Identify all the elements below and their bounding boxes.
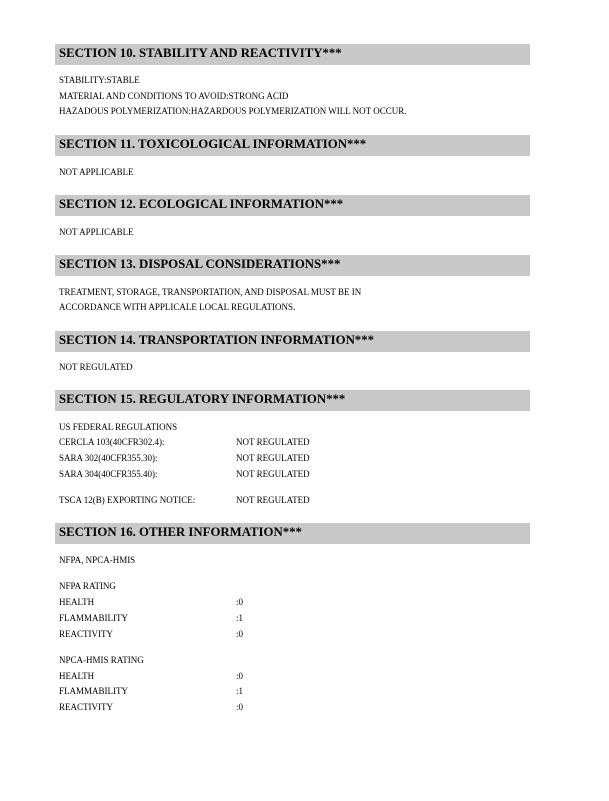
section-10-title: SECTION 10. STABILITY AND REACTIVITY*** (59, 46, 342, 60)
section-15-header (55, 390, 530, 411)
section-14-title: SECTION 14. TRANSPORTATION INFORMATION*** (59, 333, 375, 347)
regulation-value: NOT REGULATED (236, 469, 310, 479)
rating-label: HEALTH (59, 671, 95, 681)
rating-value: :0 (236, 629, 244, 639)
regulation-label: TSCA 12(B) EXPORTING NOTICE: (59, 495, 196, 505)
rating-value: :1 (236, 613, 244, 623)
rating-label: FLAMMABILITY (59, 613, 128, 623)
rating-label: REACTIVITY (59, 629, 113, 639)
regulation-value: NOT REGULATED (236, 495, 310, 505)
regulation-label: SARA 304(40CFR355.40): (59, 469, 158, 479)
section-12-title: SECTION 12. ECOLOGICAL INFORMATION*** (59, 197, 344, 211)
section-13-header (55, 255, 530, 276)
stability-line: STABILITY:STABLE (59, 75, 140, 85)
rating-label: FLAMMABILITY (59, 686, 128, 696)
regulation-value: NOT REGULATED (236, 453, 310, 463)
rating-value: :0 (236, 597, 244, 607)
rating-value: :0 (236, 702, 244, 712)
section-16-header (55, 523, 530, 544)
disposal-line-2: ACCORDANCE WITH APPLICALE LOCAL REGULATIONS. (59, 302, 296, 312)
disposal-line-1: TREATMENT, STORAGE, TRANSPORTATION, AND DISPOSAL MUST BE IN (59, 287, 362, 297)
rating-label: HEALTH (59, 597, 95, 607)
section-14-header (55, 331, 530, 352)
transportation-text: NOT REGULATED (59, 362, 133, 372)
us-federal-regulations-heading: US FEDERAL REGULATIONS (59, 422, 178, 432)
regulation-label: SARA 302(40CFR355.30): (59, 453, 158, 463)
rating-systems-intro: NFPA, NPCA-HMIS (59, 555, 136, 565)
toxicological-text: NOT APPLICABLE (59, 167, 134, 177)
section-11-title: SECTION 11. TOXICOLOGICAL INFORMATION*** (59, 137, 367, 151)
section-12-header (55, 195, 530, 216)
section-16-title: SECTION 16. OTHER INFORMATION*** (59, 525, 302, 539)
conditions-to-avoid-line: MATERIAL AND CONDITIONS TO AVOID:STRONG ACID (59, 91, 289, 101)
nfpa-rating-heading: NFPA RATING (59, 581, 116, 591)
regulation-label: CERCLA 103(40CFR302.4): (59, 437, 165, 447)
ecological-text: NOT APPLICABLE (59, 227, 134, 237)
rating-value: :0 (236, 671, 244, 681)
rating-value: :1 (236, 686, 244, 696)
section-15-title: SECTION 15. REGULATORY INFORMATION*** (59, 392, 346, 406)
rating-label: REACTIVITY (59, 702, 113, 712)
section-13-title: SECTION 13. DISPOSAL CONSIDERATIONS*** (59, 257, 341, 271)
section-10-header (55, 44, 530, 65)
polymerization-line: HAZADOUS POLYMERIZATION:HAZARDOUS POLYMERIZATION WILL NOT OCCUR. (59, 106, 407, 116)
regulation-value: NOT REGULATED (236, 437, 310, 447)
hmis-rating-heading: NPCA-HMIS RATING (59, 655, 144, 665)
section-11-header (55, 135, 530, 156)
